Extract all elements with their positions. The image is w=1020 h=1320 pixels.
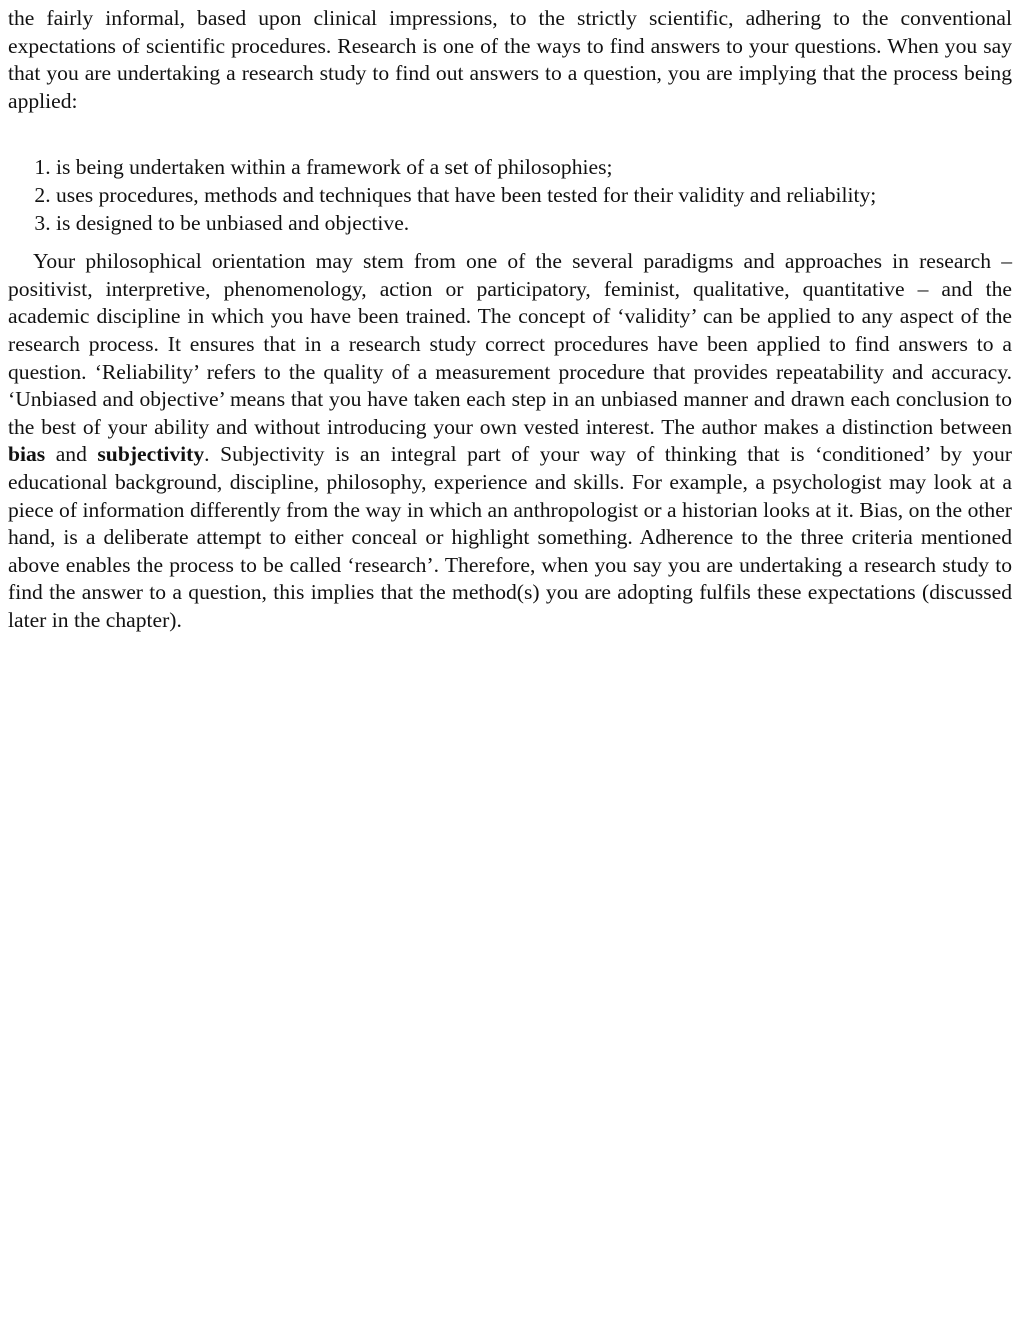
term-bias: bias xyxy=(8,442,46,467)
body-text-part1: Your philosophical orientation may stem from one of the several paradigms and approaches in research – positivist, interpretive, phenomenology, action or participatory, feminist, qualitative, quantitative – and the academic discipline in which you have been trained. The concept of ‘validity’ can be applied to any aspect of the research process. It ensures that in a research study correct procedures have been applied to find answers to a question. ‘Reliability’ refers to the quality of a measurement procedure that provides repeatability and accuracy. ‘Unbiased and objective’ means that you have taken each step in an unbiased manner and drawn each conclusion to the best of your ability and without introducing your own vested interest. The author makes a distinction between xyxy=(8,249,1012,439)
list-item: 1. is being undertaken within a framework of a set of philosophies; xyxy=(56,154,1012,182)
criteria-list xyxy=(8,154,1012,237)
term-subjectivity: subjectivity xyxy=(97,442,205,467)
list-item: 3. is designed to be unbiased and objective. xyxy=(56,210,1012,238)
intro-paragraph: the fairly informal, based upon clinical impressions, to the strictly scientific, adhering to the conventional expectations of scientific procedures. Research is one of the ways to find answers to your questions. When you say that you are undertaking a research study to find out answers to a question, you are implying that the process being applied: xyxy=(8,6,1012,113)
body-text-part2: . Subjectivity is an integral part of your way of thinking that is ‘conditioned’ by your educational background, discipline, philosophy, experience and skills. For example, a psychologist may look at a piece of information differently from the way in which an anthropologist or a historian looks at it. Bias, on the other hand, is a deliberate attempt to either conceal or highlight something. Adherence to the three criteria mentioned above enables the process to be called ‘research’. Therefore, when you say you are undertaking a research study to find the answer to a question, this implies that the method(s) you are adopting fulfils these expectations (discussed later in the chapter). xyxy=(8,442,1012,632)
body-text-joiner: and xyxy=(45,442,98,467)
list-item: 2. uses procedures, methods and techniques that have been tested for their validity and reliability; xyxy=(56,182,1012,210)
body-paragraph xyxy=(8,248,1012,634)
document-page xyxy=(0,0,1020,634)
